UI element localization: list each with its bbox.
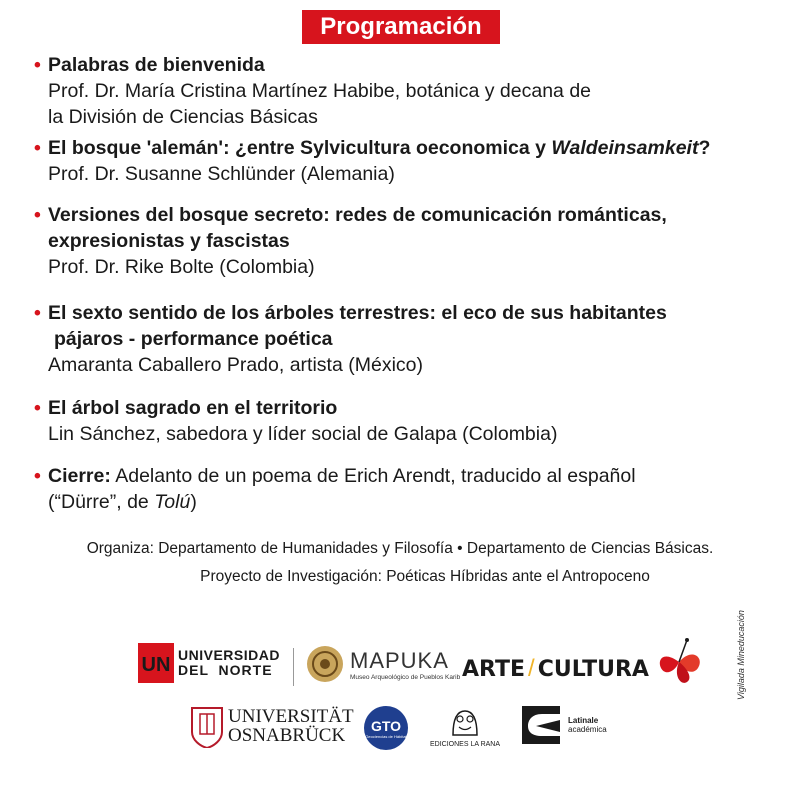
uninorte-logo [138, 643, 280, 683]
item-title: Versiones del bosque secreto: redes de comunicación románticas, [48, 204, 667, 226]
rana-text: EDICIONES LA RANA [430, 741, 501, 748]
latinale-line2: académica [568, 725, 607, 734]
osnabrueck-crest-icon [190, 704, 224, 748]
svg-text:UN: UN [141, 654, 171, 676]
bullet: • [34, 465, 41, 487]
frog-icon [449, 705, 481, 739]
arte-cultura-logo [462, 650, 707, 688]
uninorte-line2: DEL NORTE [178, 662, 273, 678]
item-speaker: Amaranta Caballero Prado, artista (México) [48, 354, 423, 376]
program-item [34, 395, 794, 447]
vigilada-credit: Vigilada Mineducación [736, 610, 747, 700]
bullet: • [34, 302, 41, 324]
mapuka-name: MAPUKA [350, 647, 449, 673]
uninorte-mark-icon [138, 643, 174, 683]
bullet: • [34, 54, 41, 76]
program-item [34, 463, 794, 515]
item-speaker-line2: la División de Ciencias Básicas [48, 106, 318, 128]
item-title: El bosque 'alemán': ¿entre Sylvicultura oeconomica y Waldeinsamkeit? [48, 137, 711, 159]
slash-text: / [528, 655, 535, 682]
item-title-line2: expresionistas y fascistas [48, 230, 290, 252]
mapuka-seal-icon [306, 645, 344, 683]
bullet: • [34, 204, 41, 226]
item-speaker: Lin Sánchez, sabedora y líder social de Galapa (Colombia) [48, 423, 558, 445]
programacion-header: Programación [302, 10, 500, 44]
gto-sub: Geociencias de Hábitat [365, 733, 407, 739]
mapuka-sub: Museo Arqueológico de Pueblos Karib [350, 673, 461, 681]
item-speaker: Prof. Dr. María Cristina Martínez Habibe, botánica y decana de [48, 80, 592, 102]
osnabrueck-line2: OSNABRÜCK [228, 725, 346, 746]
item-speaker: Prof. Dr. Rike Bolte (Colombia) [48, 256, 315, 278]
ediciones-la-rana-logo [430, 705, 500, 748]
osnabrueck-line1: UNIVERSITÄT [228, 706, 354, 727]
program-item [34, 135, 794, 187]
logo-divider [293, 648, 294, 686]
bullet: • [34, 397, 41, 419]
osnabrueck-logo [190, 704, 354, 748]
closing-line2: (“Dürre”, de Tolú) [48, 491, 197, 513]
latinale-line1: Latinale [568, 716, 599, 725]
latinale-logo [516, 702, 607, 748]
program-item [34, 300, 794, 378]
item-speaker: Prof. Dr. Susanne Schlünder (Alemania) [48, 163, 395, 185]
bullet: • [34, 137, 41, 159]
gto-logo [364, 706, 408, 750]
gto-text: GTO [370, 717, 402, 734]
closing-line: Cierre: Adelanto de un poema de Erich Arendt, traducido al español [48, 465, 636, 487]
proyecto-text: Proyecto de Investigación: Poéticas Híbridas ante el Antropoceno [200, 568, 650, 585]
mapuka-logo [306, 645, 460, 683]
cultura-text: CULTURA [537, 656, 649, 682]
hibiscus-flower-icon [651, 636, 707, 688]
program-item [34, 202, 794, 280]
item-title: El sexto sentido de los árboles terrestres: el eco de sus habitantes [48, 302, 667, 324]
latinale-mark-icon [516, 702, 566, 748]
item-title-line2: pájaros - performance poética [54, 328, 333, 350]
organiza-text: Organiza: Departamento de Humanidades y Filosofía • Departamento de Ciencias Básicas. [86, 540, 714, 557]
item-title: Palabras de bienvenida [48, 54, 265, 76]
arte-text: ARTE [462, 656, 526, 682]
uninorte-line1: UNIVERSIDAD [178, 647, 280, 663]
program-item [34, 52, 794, 130]
item-title: El árbol sagrado en el territorio [48, 397, 338, 419]
